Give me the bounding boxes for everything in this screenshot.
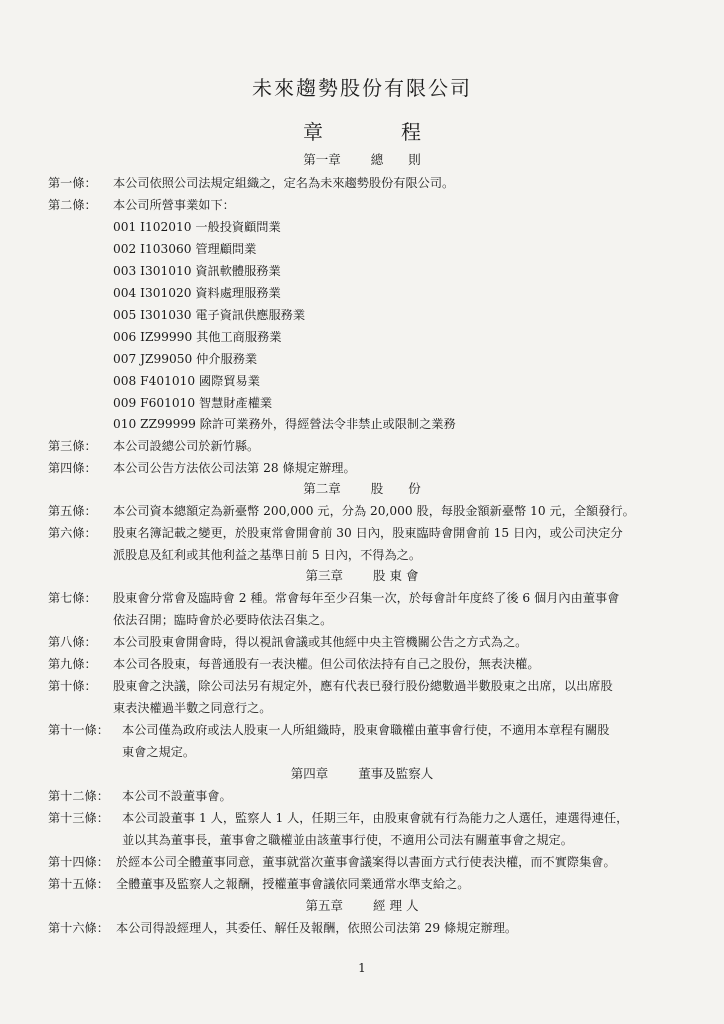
article-text: 東表決權過半數之同意行之。	[113, 701, 272, 715]
article-text: 本公司設董事 1 人，監察人 1 人，任期三年，由股東會就有行為能力之人選任，連選得連任，	[122, 811, 629, 825]
chapter-name: 總 則	[370, 152, 421, 167]
company-name: 未來趨勢股份有限公司	[252, 76, 472, 100]
article-text: 股東名簿記載之變更，於股東常會開會前 30 日內，股東臨時會開會前 15 日內，或公司決定分	[113, 526, 623, 540]
article-label: 第十一條：	[48, 723, 109, 737]
article-label: 第一條：	[48, 176, 97, 190]
article-text: 本公司股東會開會時，得以視訊會議或其他經中央主管機關公告之方式為之。	[113, 635, 528, 649]
article-text: 本公司依照公司法規定組織之，定名為未來趨勢股份有限公司。	[113, 176, 455, 190]
chapter-heading	[0, 481, 724, 497]
list-item: 005 I301030 電子資訊供應服務業	[113, 308, 306, 322]
article-label: 第十三條：	[48, 811, 109, 825]
article-label: 第九條：	[48, 657, 97, 671]
article-text: 股東會分常會及臨時會 2 種。常會每年至少召集一次，於每會計年度終了後 6 個月內由董事會	[113, 591, 620, 605]
chapter-number: 第三章	[305, 568, 344, 583]
chapter-number: 第一章	[303, 152, 341, 167]
article-label: 第十二條：	[48, 789, 109, 803]
article-label: 第七條：	[48, 591, 97, 605]
chapter-heading	[0, 152, 724, 168]
article-text: 本公司各股東，每普通股有一表決權。但公司依法持有自己之股份，無表決權。	[113, 657, 540, 671]
article-label: 第五條：	[48, 504, 97, 518]
chapter-number: 第五章	[305, 898, 344, 913]
article-label: 第十四條：	[48, 855, 109, 869]
article-text: 本公司僅為政府或法人股東一人所組織時，股東會職權由董事會行使，不適用本章程有關股	[122, 723, 610, 737]
article-label: 第四條：	[48, 461, 97, 475]
article-text: 本公司不設董事會。	[122, 789, 232, 803]
list-item: 003 I301010 資訊軟體服務業	[113, 264, 281, 278]
article-text: 依法召開；臨時會於必要時依法召集之。	[113, 613, 333, 627]
chapter-heading	[0, 766, 724, 782]
article-text: 本公司所營事業如下：	[113, 198, 235, 212]
chapter-name: 股 東 會	[373, 568, 419, 583]
article-label: 第二條：	[48, 198, 97, 212]
chapter-name: 經 理 人	[373, 898, 419, 913]
list-item: 002 I103060 管理顧問業	[113, 242, 257, 256]
article-text: 東會之規定。	[122, 745, 196, 759]
chapter-heading	[0, 568, 724, 584]
article-text: 本公司設總公司於新竹縣。	[113, 439, 260, 453]
document-title: 章程	[303, 120, 499, 144]
article-label: 第三條：	[48, 439, 97, 453]
chapter-number: 第四章	[290, 766, 329, 781]
article-text: 股東會之決議，除公司法另有規定外，應有代表已發行股份總數過半數股東之出席，以出席股	[113, 679, 613, 693]
list-item: 009 F601010 智慧財產權業	[113, 396, 273, 410]
article-text: 並以其為董事長，董事會之職權並由該董事行使，不適用公司法有關董事會之規定。	[122, 833, 573, 847]
list-item: 004 I301020 資料處理服務業	[113, 286, 281, 300]
article-text: 本公司資本總額定為新臺幣 200,000 元，分為 20,000 股，每股金額新臺幣 10 元，全額發行。	[113, 504, 635, 518]
list-item: 010 ZZ99999 除許可業務外，得經營法令非禁止或限制之業務	[113, 417, 456, 431]
article-text: 派股息及紅利或其他利益之基準日前 5 日內，不得為之。	[113, 548, 422, 562]
chapter-name: 股 份	[370, 481, 421, 496]
article-label: 第十條：	[48, 679, 97, 693]
article-label: 第六條：	[48, 526, 97, 540]
article-text: 全體董事及監察人之報酬，授權董事會議依同業通常水準支給之。	[116, 877, 470, 891]
chapter-number: 第二章	[303, 481, 341, 496]
list-item: 008 F401010 國際貿易業	[113, 374, 260, 388]
article-text: 本公司得設經理人，其委任、解任及報酬，依照公司法第 29 條規定辦理。	[116, 921, 518, 935]
article-text: 於經本公司全體董事同意，董事就當次董事會議案得以書面方式行使表決權，而不實際集會。	[116, 855, 616, 869]
article-label: 第十五條：	[48, 877, 109, 891]
article-text: 本公司公告方法依公司法第 28 條規定辦理。	[113, 461, 356, 475]
list-item: 001 I102010 一般投資顧問業	[113, 220, 281, 234]
chapter-name: 董事及監察人	[358, 766, 434, 781]
list-item: 006 IZ99990 其他工商服務業	[113, 330, 282, 344]
list-item: 007 JZ99050 仲介服務業	[113, 352, 258, 366]
article-label: 第十六條：	[48, 921, 109, 935]
page-number: 1	[358, 961, 366, 975]
chapter-heading	[0, 898, 724, 914]
article-label: 第八條：	[48, 635, 97, 649]
